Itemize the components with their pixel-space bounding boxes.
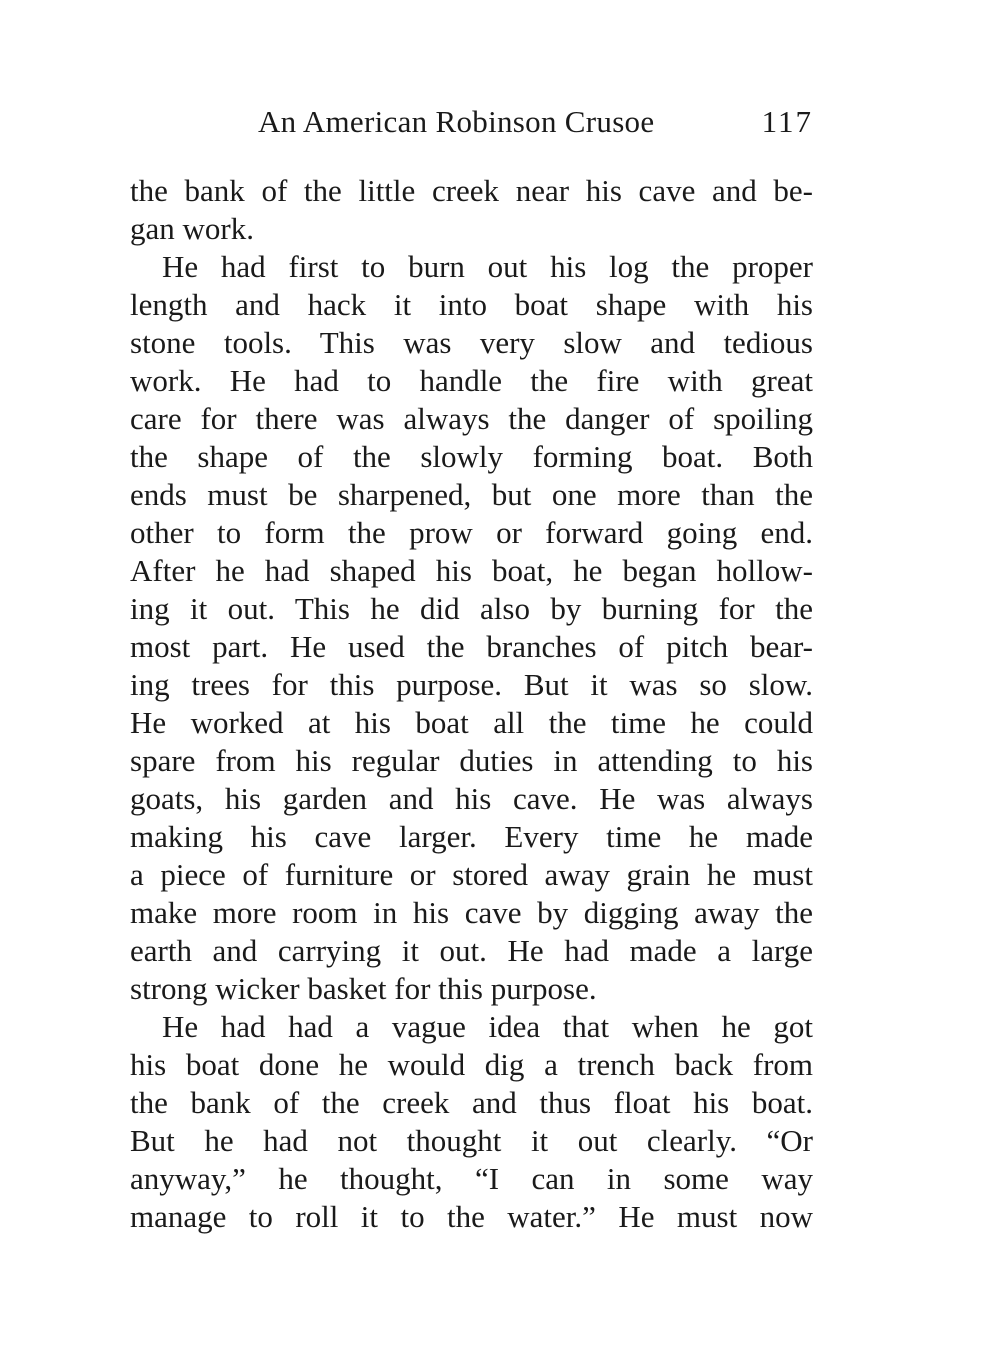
text-line: He had first to burn out his log the proper [162,249,813,284]
page-header [130,100,813,144]
text-line: manage to roll it to the water.” He must now [130,1199,813,1234]
text-line: ing it out. This he did also by burning for the [130,591,813,626]
paragraph [130,1008,813,1236]
text-line: earth and carrying it out. He had made a large [130,933,813,968]
page-number: 117 [761,104,813,139]
text-line: ends must be sharpened, but one more than the [130,477,813,512]
text-line: ing trees for this purpose. But it was so slow. [130,667,813,702]
text-line: the bank of the little creek near his cave and be- [130,173,813,208]
text-line: a piece of furniture or stored away grain he must [130,857,813,892]
text-line: spare from his regular duties in attending to his [130,743,813,778]
text-line: length and hack it into boat shape with his [130,287,813,322]
text-line: making his cave larger. Every time he made [130,819,813,854]
text-line: He had had a vague idea that when he got [162,1009,813,1044]
paragraph [130,172,813,248]
text-line: most part. He used the branches of pitch bear- [130,629,813,664]
text-line: other to form the prow or forward going end. [130,515,813,550]
text-line: the shape of the slowly forming boat. Both [130,439,813,474]
text-line: gan work. [130,211,254,246]
paragraph [130,248,813,1008]
text-line: stone tools. This was very slow and tedious [130,325,813,360]
running-title: An American Robinson Crusoe [258,104,655,139]
text-line: But he had not thought it out clearly. “Or [130,1123,813,1158]
text-line: anyway,” he thought, “I can in some way [130,1161,813,1196]
text-line: his boat done he would dig a trench back from [130,1047,813,1082]
text-line: the bank of the creek and thus float his boat. [130,1085,813,1120]
text-line: After he had shaped his boat, he began hollow- [130,553,813,588]
text-line: He worked at his boat all the time he could [130,705,813,740]
text-line: strong wicker basket for this purpose. [130,971,597,1006]
body-text [130,172,813,1236]
text-line: goats, his garden and his cave. He was always [130,781,813,816]
text-line: care for there was always the danger of spoiling [130,401,813,436]
text-line: work. He had to handle the fire with great [130,363,813,398]
text-line: make more room in his cave by digging away the [130,895,813,930]
